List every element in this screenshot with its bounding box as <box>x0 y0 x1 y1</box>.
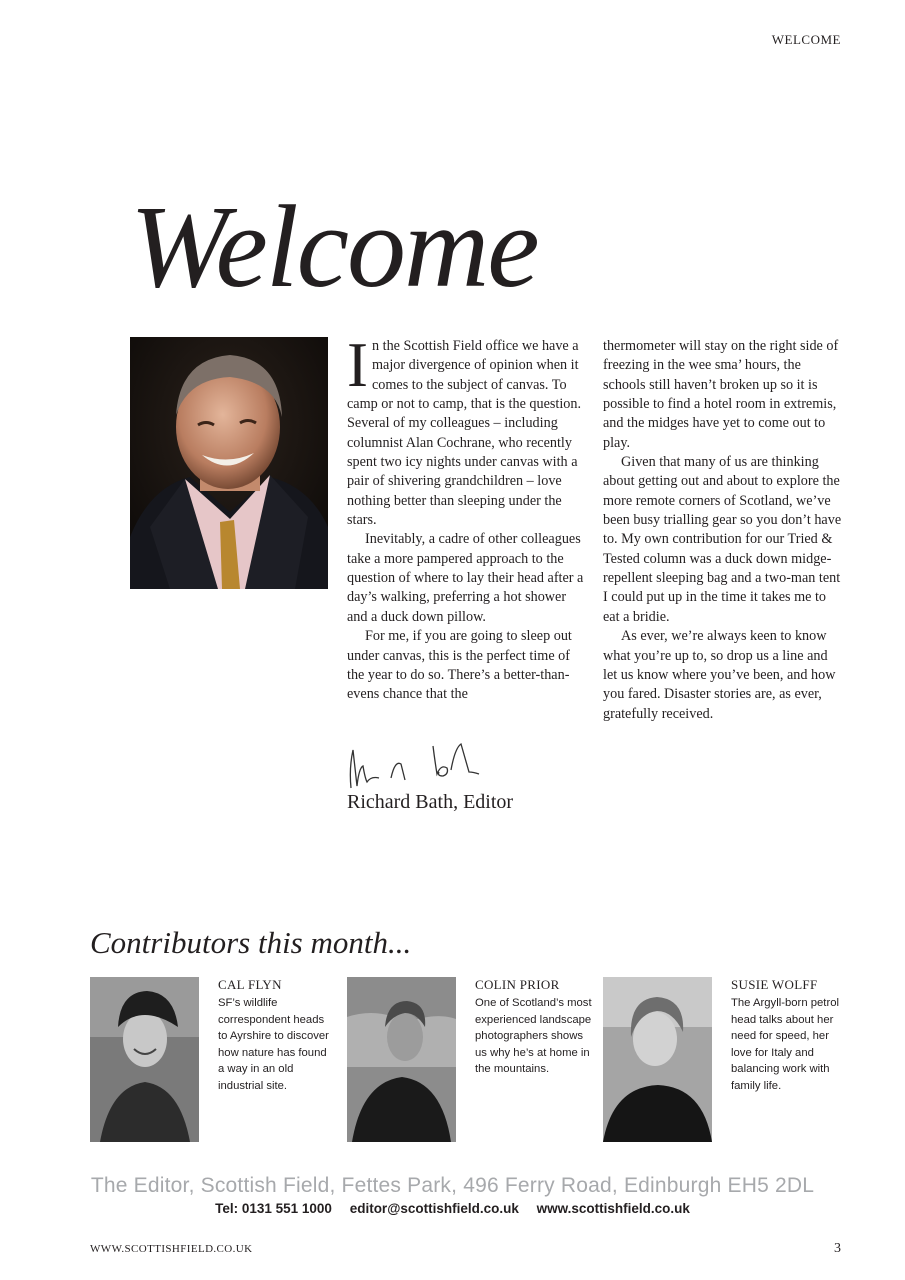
drop-cap: I <box>347 330 368 400</box>
contributor-description: The Argyll-born petrol head talks about her need for speed, her love for Italy and balancing work with family life. <box>731 997 839 1092</box>
editor-signature <box>345 738 485 794</box>
contributor-name: COLIN PRIOR <box>475 977 560 992</box>
editorial-paragraph: Inevitably, a cadre of other colleagues take a more pampered approach to the question of where to lay their head after a day’s walking, preferring a hot shower and a duck down pillow. <box>347 531 584 625</box>
contact-email-link[interactable]: editor@scottishfield.co.uk <box>349 1201 519 1216</box>
editor-portrait-image <box>130 337 328 589</box>
footer-website-link[interactable]: WWW.SCOTTISHFIELD.CO.UK <box>90 1243 253 1255</box>
editorial-paragraph: As ever, we’re always keen to know what you’re up to, so drop us a line and let us know where you’ve been, and how you fared. Disaster stories are, as ever, gratefully received. <box>603 628 836 722</box>
contact-line <box>0 1201 905 1216</box>
page-number: 3 <box>834 1241 841 1256</box>
contributor-photo <box>90 977 199 1142</box>
editorial-paragraph: In the Scottish Field office we have a major divergence of opinion when it comes to the subject of canvas. To camp or not to camp, that is the question. Several of my colleagues – including columnist Alan Cochrane, who recently spent two icy nights under canvas with a pair of shivering grandchildren – love nothing better than sleeping under the stars. <box>347 330 582 529</box>
contributor-name: SUSIE WOLFF <box>731 977 818 992</box>
contributors-heading: Contributors this month... <box>90 925 412 960</box>
contributor-description: SF’s wildlife correspondent heads to Ayrshire to discover how nature has found a way in an old industrial site. <box>218 997 329 1092</box>
editorial-column-2 <box>603 337 845 724</box>
editorial-paragraph: For me, if you are going to sleep out under canvas, this is the perfect time of the year to do so. There’s a better-than-evens chance that the <box>347 628 572 703</box>
editorial-paragraph: thermometer will stay on the right side of freezing in the wee sma’ hours, the schools still haven’t broken up so it is possible to find a hotel room in extremis, and the midges have yet to come out to play. <box>603 338 839 451</box>
editor-photo <box>130 337 328 589</box>
contact-telephone[interactable]: Tel: 0131 551 1000 <box>215 1201 332 1216</box>
editorial-paragraph: Given that many of us are thinking about getting out and about to explore the more remote corners of Scotland, we’ve been busy trialling gear so you don’t have to. My own contribution for our Tried & Tested column was a duck down midge-repellent sleeping bag and a two-man tent I could put up in the time it takes me to eat a bridie. <box>603 454 842 625</box>
editorial-column-1 <box>347 330 589 705</box>
contributor-photo <box>347 977 456 1142</box>
editor-address: The Editor, Scottish Field, Fettes Park, 496 Ferry Road, Edinburgh EH5 2DL <box>90 1174 815 1197</box>
section-tag: WELCOME <box>771 32 841 47</box>
contributor-name: CAL FLYN <box>218 977 282 992</box>
contributor-description: One of Scotland’s most experienced landscape photographers shows us why he’s at home in the mountains. <box>475 997 592 1075</box>
contributor-photo <box>603 977 712 1142</box>
contact-website-link[interactable]: www.scottishfield.co.uk <box>536 1201 690 1216</box>
page-title: Welcome <box>130 181 538 312</box>
editor-signoff: Richard Bath, Editor <box>347 791 514 813</box>
